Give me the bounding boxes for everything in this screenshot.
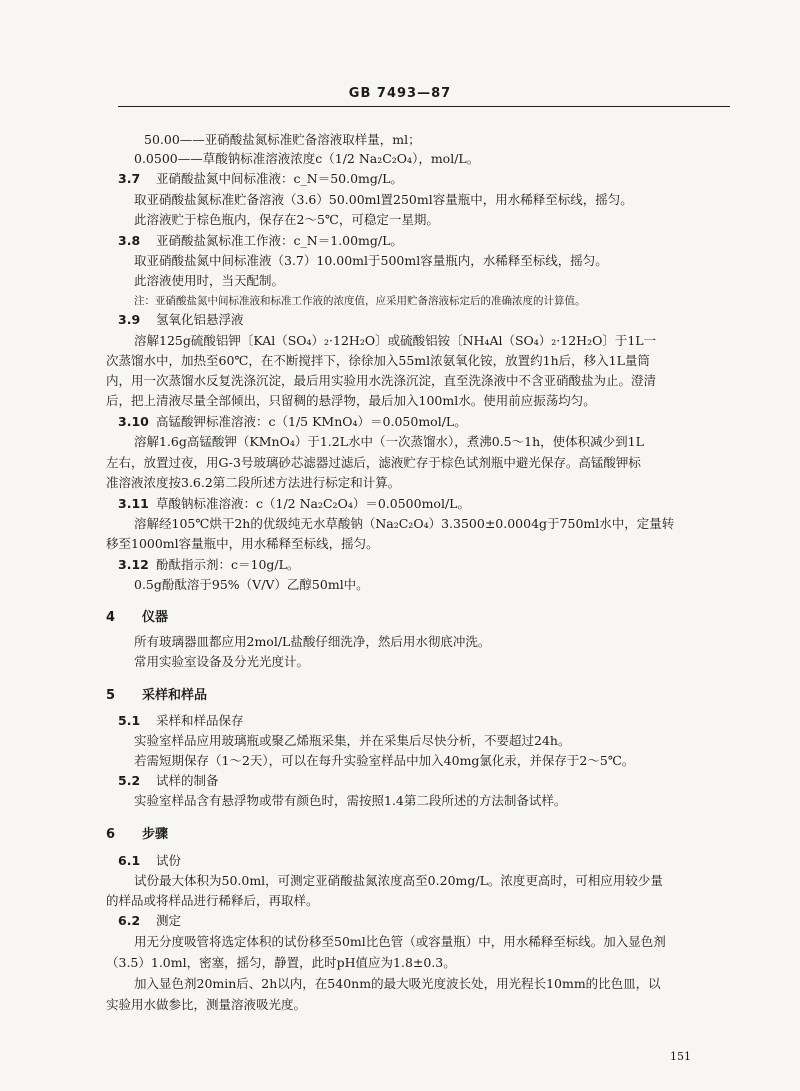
text-line: 50.00——亚硝酸盐氮标准贮备溶液取样量，ml； (144, 132, 421, 147)
text-line: 实验用水做参比，测量溶液吸光度。 (106, 997, 307, 1012)
text-line: 实验室样品应用玻璃瓶或聚乙烯瓶采集，并在采集后尽快分析，不要超过24h。 (134, 733, 571, 748)
page-header: GB 7493—87 (348, 86, 452, 101)
clause-3-10 (118, 414, 467, 430)
text-line: 若需短期保存（1～2天），可以在每升实验室样品中加入40mg氯化汞，并保存于2～5℃。 (134, 753, 635, 768)
clause-title: 试样的制备 (156, 773, 219, 788)
clause-title: 测定 (156, 913, 182, 928)
section-number: 4 (106, 610, 116, 625)
clause-title: 采样和样品保存 (156, 713, 244, 728)
section-number: 3.10 (118, 414, 149, 429)
section-title: 采样和样品 (142, 688, 208, 703)
section-number: 5.2 (118, 773, 141, 788)
text-line: 内，用一次蒸馏水反复洗涤沉淀，最后用实验用水洗涤沉淀，直至洗涤液中不含亚硝酸盐为止。澄清 (106, 373, 657, 388)
section-number: 3.9 (118, 312, 141, 327)
text-line: 实验室样品含有悬浮物或带有颜色时，需按照1.4第二段所述的方法制备试样。 (134, 793, 567, 808)
clause-title: 氢氧化铝悬浮液 (156, 312, 244, 327)
text-line: 常用实验室设备及分光光度计。 (134, 654, 310, 669)
section-5-heading (106, 688, 207, 704)
clause-title: 酚酞指示剂：c＝10g/L。 (156, 557, 300, 572)
clause-6-2 (118, 913, 181, 929)
clause-6-1 (118, 853, 181, 869)
text-line: 试份最大体积为50.0ml，可测定亚硝酸盐氮浓度高至0.20mg/L。浓度更高时，可相应用较少量 (134, 873, 663, 888)
clause-title: 亚硝酸盐氮中间标准液：c_N＝50.0mg/L。 (156, 171, 403, 186)
clause-title: 亚硝酸盐氮标准工作液：c_N＝1.00mg/L。 (156, 233, 403, 248)
text-line: 此溶液使用时，当天配制。 (134, 273, 285, 288)
clause-3-7 (118, 171, 403, 187)
section-number: 3.7 (118, 171, 141, 186)
text-line: 溶解经105℃烘干2h的优级纯无水草酸钠（Na₂C₂O₄）3.3500±0.0004g于750ml水中，定量转 (134, 516, 675, 531)
text-line: 准溶液浓度按3.6.2第二段所述方法进行标定和计算。 (106, 475, 401, 490)
section-number: 3.8 (118, 233, 141, 248)
clause-3-12 (118, 557, 299, 573)
clause-5-1 (118, 713, 244, 729)
clause-3-8 (118, 233, 403, 249)
text-line: 用无分度吸管将选定体积的试份移至50ml比色管（或容量瓶）中，用水稀释至标线。加入显色剂 (134, 934, 666, 949)
text-line: 取亚硝酸盐氮标准贮备溶液（3.6）50.00ml置250ml容量瓶中，用水稀释至标线，摇匀。 (134, 192, 633, 207)
section-title: 步骤 (142, 827, 169, 842)
clause-title: 试份 (156, 853, 182, 868)
text-line: 后，把上清液尽量全部倾出，只留稠的悬浮物，最后加入100ml水。使用前应振荡均匀。 (106, 393, 596, 408)
section-title: 仪器 (142, 610, 169, 625)
section-number: 6.2 (118, 913, 141, 928)
text-line: 0.0500——草酸钠标准溶液浓度c（1/2 Na₂C₂O₄），mol/L。 (134, 151, 480, 166)
clause-3-11 (118, 496, 470, 512)
page-number: 151 (670, 1050, 691, 1063)
text-line: 左右，放置过夜，用G-3号玻璃砂芯滤器过滤后，滤液贮存于棕色试剂瓶中避光保存。高锰酸钾标 (106, 455, 641, 470)
section-number: 5 (106, 688, 116, 703)
text-line: 所有玻璃器皿都应用2mol/L盐酸仔细洗净，然后用水彻底冲洗。 (134, 634, 491, 649)
text-line: 此溶液贮于棕色瓶内，保存在2～5℃，可稳定一星期。 (134, 212, 439, 227)
section-number: 3.11 (118, 496, 149, 511)
section-6-heading (106, 827, 168, 843)
clause-3-9 (118, 312, 244, 328)
text-line: 溶解125g硫酸铝钾〔KAl（SO₄）₂·12H₂O〕或硫酸铝铵〔NH₄Al（SO₄）₂·12H₂O〕于1L一 (134, 333, 657, 348)
header-rule (118, 106, 730, 107)
text-line: 0.5g酚酞溶于95%（V/V）乙醇50ml中。 (134, 577, 369, 592)
clause-title: 草酸钠标准溶液：c（1/2 Na₂C₂O₄）＝0.0500mol/L。 (156, 496, 470, 511)
text-line: （3.5）1.0ml，密塞，摇匀，静置，此时pH值应为1.8±0.3。 (106, 955, 456, 970)
text-line: 次蒸馏水中，加热至60℃，在不断搅拌下，徐徐加入55ml浓氨氧化铵，放置约1h后，移入1L量筒 (106, 353, 650, 368)
text-line: 溶解1.6g高锰酸钾（KMnO₄）于1.2L水中（一次蒸馏水），煮沸0.5～1h，使体积减少到1L (134, 434, 644, 449)
text-line: 移至1000ml容量瓶中，用水稀释至标线，摇匀。 (106, 536, 379, 551)
section-number: 3.12 (118, 557, 149, 572)
text-line: 的样品或将样品进行稀释后，再取样。 (106, 893, 319, 908)
section-number: 6.1 (118, 853, 141, 868)
text-line: 加入显色剂20min后、2h以内，在540nm的最大吸光度波长处，用光程长10mm的比色皿，以 (134, 976, 661, 991)
section-number: 6 (106, 827, 116, 842)
text-line: 取亚硝酸盐氮中间标准液（3.7）10.00ml于500ml容量瓶内，水稀释至标线，摇匀。 (134, 253, 608, 268)
section-number: 5.1 (118, 713, 141, 728)
clause-title: 高锰酸钾标准溶液：c（1/5 KMnO₄）＝0.050mol/L。 (156, 414, 467, 429)
section-4-heading (106, 610, 168, 626)
clause-5-2 (118, 773, 219, 789)
note-line: 注：亚硝酸盐氮中间标准液和标准工作液的浓度值，应采用贮备溶液标定后的准确浓度的计算值。 (134, 295, 586, 307)
